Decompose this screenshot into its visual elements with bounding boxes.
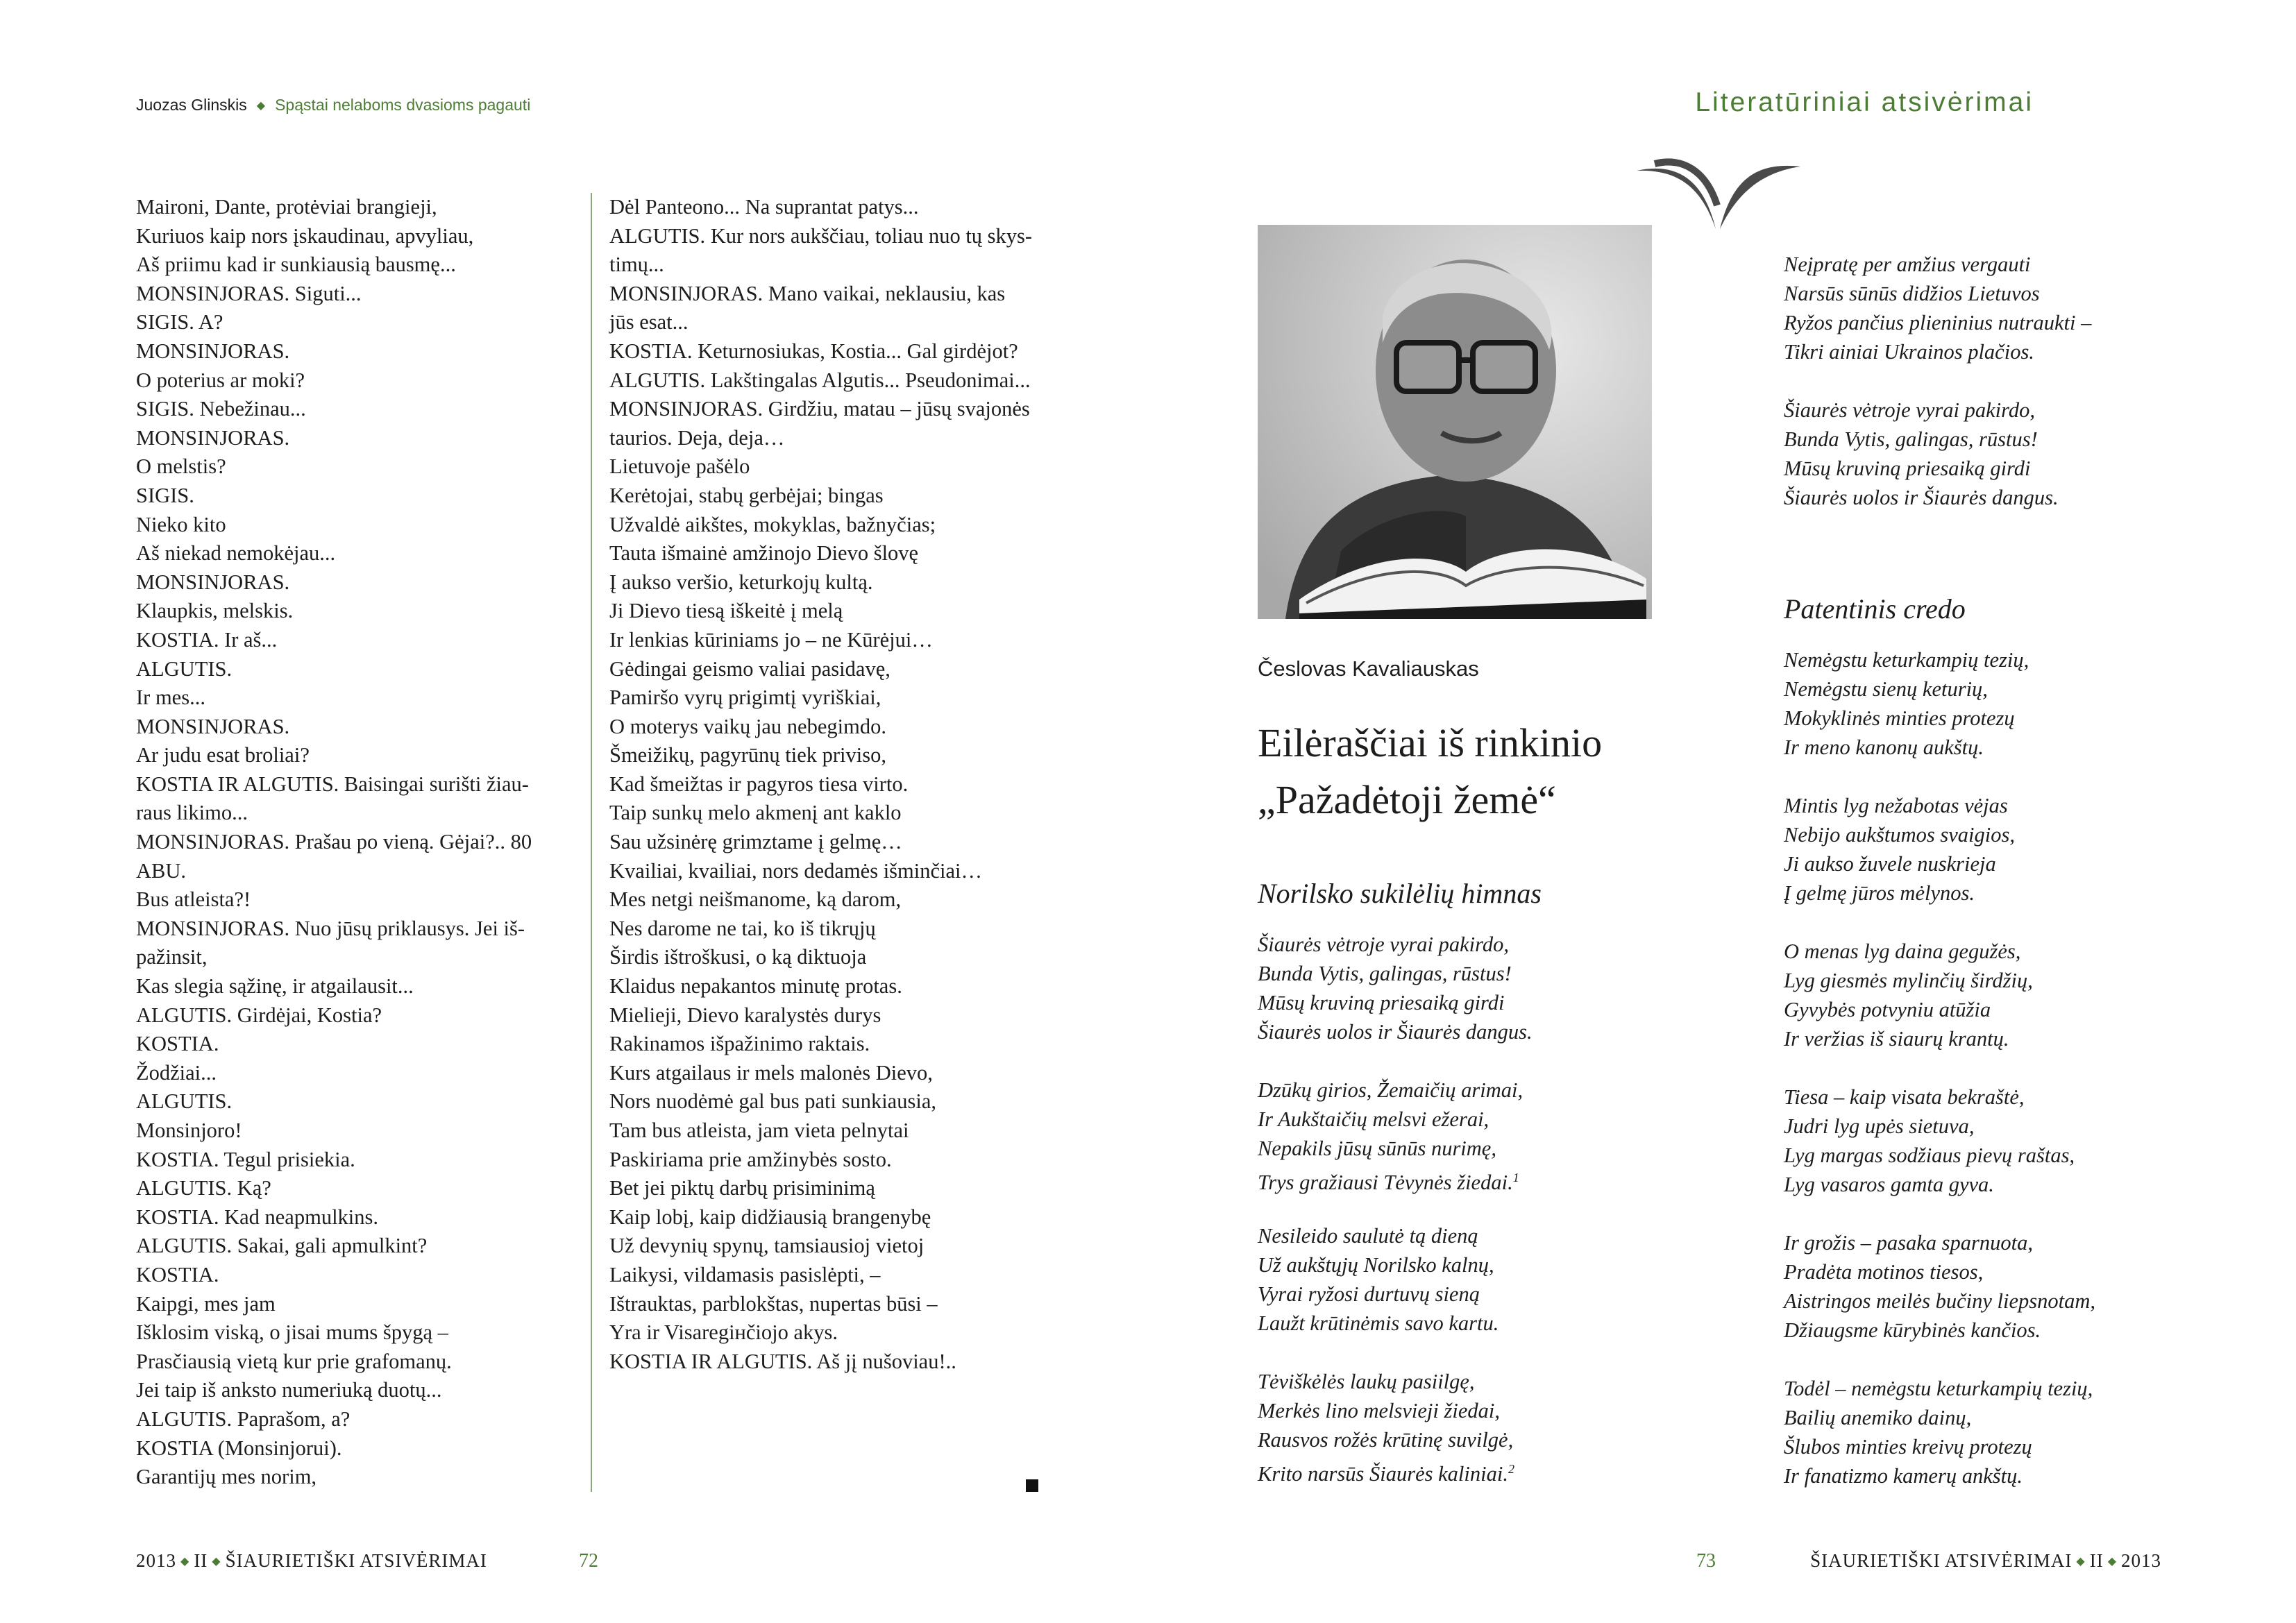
poem-line [1258, 959, 1542, 988]
text-line: Žodžiai... [136, 1060, 217, 1085]
diamond-separator-icon: ◆ [2076, 1556, 2086, 1567]
text-line: Aš niekad nemokėjau... [136, 541, 336, 566]
poem-line-text: Todėl – nemėgstu keturkampių tezių, [1784, 1377, 2093, 1400]
poem-line [1784, 250, 2091, 279]
text-line: Nieko kito [136, 512, 226, 536]
poem-line [1784, 1228, 2095, 1257]
text-line: Kaipgi, mes jam [136, 1291, 276, 1316]
text-line: KOSTIA. [136, 1262, 219, 1286]
text-line: Išklosim viską, o jisai mums špygą – [136, 1320, 448, 1345]
poem-line-text: Merkės lino melsvieji žiedai, [1258, 1399, 1500, 1422]
text-line: MONSINJORAS. [136, 425, 290, 450]
text-line: MONSINJORAS. Nuo jūsų priklausys. Jei iš- [136, 916, 525, 940]
stanza-gap [1784, 762, 2095, 791]
text-line: SIGIS. Nebežinau... [136, 397, 306, 421]
text-line: MONSINJORAS. [136, 570, 290, 594]
text-line: O melstis? [136, 454, 226, 479]
text-line: Kerėtojai, stabų gerbėjai; bingas [609, 483, 884, 507]
text-line: KOSTIA. Tegul prisiekia. [136, 1147, 355, 1171]
poem-title: Patentinis credo [1784, 593, 1966, 624]
text-line: Ir mes... [136, 686, 205, 710]
footer-journal: ŠIAURIETIŠKI ATSIVĖRIMAI [1810, 1550, 2073, 1571]
text-line: Mielieji, Dievo karalystės durys [609, 1003, 881, 1027]
poem-line [1784, 733, 2095, 762]
footer-year: 2013 [136, 1550, 176, 1571]
poem-line-text: Mintis lyg nežabotas vėjas [1784, 794, 2008, 817]
footer-issue: II [194, 1550, 208, 1571]
text-line: Yra ir Visaregінčiojo akys. [609, 1320, 838, 1345]
text-line: Gėdingai geismo valiai pasidavę, [609, 656, 890, 681]
poem-line-text: Neįpratę per amžius vergauti [1784, 253, 2031, 276]
poem-line-text: Trys gražiausi Tėvynės žiedai. [1258, 1171, 1513, 1195]
poem-line-text: Ji aukso žuvele nuskrieja [1784, 852, 1996, 876]
text-line: KOSTIA IR ALGUTIS. Aš jį nušoviau!.. [609, 1349, 956, 1373]
poem-line [1784, 308, 2091, 337]
text-line: ALGUTIS. [136, 1089, 233, 1114]
poem-line [1784, 483, 2091, 512]
poem-line [1784, 337, 2091, 366]
text-line: Kad šmeižtas ir pagyros tiesa virto. [609, 772, 909, 796]
text-line: Rakinamos išpažinimo raktais. [609, 1032, 870, 1056]
section-head: Literatūriniai atsivėrimai [1695, 87, 2034, 117]
poem-line-text: Šiaurės uolos ir Šiaurės dangus. [1784, 486, 2059, 509]
poem-line [1258, 1280, 1542, 1309]
poem-line [1258, 1454, 1542, 1484]
poem-line [1784, 1112, 2095, 1141]
text-line: Lietuvoje pašėlo [609, 454, 750, 479]
page-number-right: 73 [1696, 1550, 1716, 1572]
stanza-gap [1784, 908, 2095, 937]
poem-line [1784, 1257, 2095, 1286]
poem-line [1784, 396, 2091, 425]
running-head [136, 96, 530, 114]
poem-line-text: Nemėgstu keturkampių tezių, [1784, 648, 2029, 672]
poem-line [1784, 645, 2095, 674]
text-line: MONSINJORAS. [136, 339, 290, 363]
poem-line [1784, 1286, 2095, 1316]
text-line: Kuriuos kaip nors įskaudinau, apvyliau, [136, 223, 474, 248]
text-line: Maironi, Dante, protėviai brangieji, [136, 195, 437, 219]
poem-line-text: Laužt krūtinėmis savo kartu. [1258, 1311, 1499, 1335]
poem-line [1784, 454, 2091, 483]
text-line: Ar judu esat broliai? [136, 743, 310, 767]
poet-name: Česlovas Kavaliauskas [1258, 656, 1479, 681]
poem-line-text: Bailių anemiko dainų, [1784, 1406, 1972, 1429]
poem-line-text: Rausvos rožės krūtinę suvilgė, [1258, 1428, 1514, 1452]
stanza-gap [1784, 366, 2091, 396]
article-title [1258, 715, 1602, 829]
poem-line-text: Ir veržias iš siaurų krantų. [1784, 1027, 2009, 1051]
text-column-1 [136, 193, 566, 1492]
text-line: taurios. Deja, deja… [609, 425, 785, 450]
poem-line-text: Tiesa – kaip visata bekraštė, [1784, 1085, 2025, 1109]
poem-line-text: Mūsų kruviną priesaiką girdi [1784, 457, 2031, 480]
poem-norilsk-anthem-continued [1784, 250, 2091, 512]
text-line: ALGUTIS. Lakštingalas Algutis... Pseudonimai... [609, 368, 1031, 392]
poem-line-text: Vyrai ryžosi durtuvų sieną [1258, 1282, 1480, 1306]
text-line: Ištrauktas, parblokštas, nupertas būsi – [609, 1291, 938, 1316]
text-line: ALGUTIS. Ką? [136, 1176, 271, 1200]
footnote-mark: 2 [1508, 1462, 1514, 1476]
text-line: KOSTIA IR ALGUTIS. Baisingai surišti žiau- [136, 772, 529, 796]
text-line: MONSINJORAS. Mano vaikai, neklausiu, kas [609, 281, 1006, 305]
poem-line [1784, 1141, 2095, 1170]
poem-line-text: Krito narsūs Šiaurės kaliniai. [1258, 1462, 1508, 1486]
poem-line [1784, 820, 2095, 849]
footer-journal: ŠIAURIETIŠKI ATSIVĖRIMAI [225, 1550, 487, 1571]
poem-line-text: Nemėgstu sienų keturių, [1784, 677, 1988, 701]
poem-line-text: Šiaurės vėtroje vyrai pakirdo, [1784, 398, 2035, 422]
poem-line-text: Šiaurės vėtroje vyrai pakirdo, [1258, 933, 1509, 956]
text-line: Kaip lobį, kaip didžiausią brangenybę [609, 1205, 931, 1229]
diamond-separator-icon: ◆ [256, 100, 266, 112]
text-line: ABU. [136, 858, 187, 883]
text-line: Laikysi, vildamasis pasislėpti, – [609, 1262, 881, 1286]
text-line: KOSTIA (Monsinjorui). [136, 1436, 342, 1460]
poem-line-text: Dzūkų girios, Žemaičių arimai, [1258, 1078, 1523, 1102]
poem-line [1258, 988, 1542, 1017]
poem-line-text: Lyg giesmės mylinčių širdžių, [1784, 969, 2033, 992]
poem-line-text: O menas lyg daina gegužės, [1784, 940, 2021, 963]
text-line: Bus atleista?! [136, 887, 251, 912]
poem-line-text: Ir Aukštaičių melsvi ežerai, [1258, 1107, 1489, 1131]
text-line: MONSINJORAS. Prašau po vieną. Gėjai?.. 80 [136, 830, 532, 854]
poem-norilsk-anthem [1258, 877, 1542, 1484]
text-line: Pamiršo vyrų prigimtį vyriškiai, [609, 686, 881, 710]
poem-line [1784, 674, 2095, 704]
poem-line [1784, 1082, 2095, 1112]
end-of-text-square-icon [1026, 1479, 1038, 1492]
poem-line [1784, 995, 2095, 1024]
ornament-swirl-icon [1634, 157, 1803, 233]
text-line: Nes darome ne tai, ko iš tikrųjų [609, 916, 876, 940]
poem-line [1784, 1461, 2095, 1490]
poem-line [1784, 1403, 2095, 1432]
text-line: ALGUTIS. Kur nors aukščiau, toliau nuo tų skys- [609, 223, 1033, 248]
text-line: Jei taip iš anksto numeriuką duotų... [136, 1378, 442, 1402]
text-line: Taip sunkų melo akmenį ant kaklo [609, 801, 902, 825]
text-line: Kvailiai, kvailiai, nors dedamės išminčiai… [609, 858, 983, 883]
poem-line [1784, 1374, 2095, 1403]
text-line: ALGUTIS. Sakai, gali apmulkint? [136, 1234, 428, 1258]
poem-line-text: Tėviškėlės laukų pasiilgę, [1258, 1370, 1475, 1393]
page-number-left: 72 [579, 1550, 598, 1572]
poem-line-text: Bunda Vytis, galingas, rūstus! [1784, 427, 2038, 451]
poem-line-text: Lyg vasaros gamta gyva. [1784, 1173, 1994, 1196]
poem-line-text: Nepakils jūsų sūnūs nurimę, [1258, 1137, 1496, 1160]
poem-line-text: Ryžos pančius plieninius nutraukti – [1784, 311, 2092, 334]
diamond-separator-icon: ◆ [2107, 1556, 2117, 1567]
text-line: O moterys vaikų jau nebegimdo. [609, 714, 886, 738]
text-line: Kurs atgailaus ir mels malonės Dievo, [609, 1060, 933, 1085]
left-footer [136, 1550, 487, 1572]
poem-line-text: Lyg margas sodžiaus pievų raštas, [1784, 1144, 2075, 1167]
poem-line-text: Už aukštųjų Norilsko kalnų, [1258, 1253, 1494, 1277]
stanza-gap [1784, 1345, 2095, 1374]
diamond-separator-icon: ◆ [212, 1556, 221, 1567]
poem-line [1784, 878, 2095, 908]
text-line: ALGUTIS. [136, 656, 233, 681]
poem-line-text: Judri lyg upės sietuva, [1784, 1114, 1975, 1138]
text-line: SIGIS. [136, 483, 194, 507]
poem-line-text: Aistringos meilės bučiny liepsnotam, [1784, 1289, 2095, 1313]
poem-line [1258, 930, 1542, 959]
poem-line [1258, 1163, 1542, 1195]
text-line: MONSINJORAS. Siguti... [136, 281, 362, 305]
poem-line-text: Džiaugsme kūrybinės kančios. [1784, 1318, 2041, 1342]
poem-line [1258, 1076, 1542, 1105]
stanza-gap [1784, 1199, 2095, 1228]
text-line: Monsinjoro! [136, 1119, 242, 1142]
poem-line-text: Nebijo aukštumos svaigios, [1784, 823, 2015, 847]
text-line: KOSTIA. [136, 1032, 219, 1056]
poem-line [1258, 1105, 1542, 1134]
text-line: Už devynių spynų, tamsiausioj vietoj [609, 1234, 925, 1258]
stanza-gap [1784, 1053, 2095, 1082]
stanza-gap [1258, 1192, 1542, 1221]
text-line: timų... [609, 253, 664, 277]
poem-line-text: Į gelmę jūros mėlynos. [1784, 881, 1975, 905]
text-line: Mes netgi neišmanome, ką darom, [609, 887, 902, 912]
stanza-gap [1258, 1046, 1542, 1076]
text-line: MONSINJORAS. Girdžiu, matau – jūsų svajonės [609, 397, 1030, 421]
poem-line-text: Bunda Vytis, galingas, rūstus! [1258, 962, 1512, 985]
poem-line [1784, 849, 2095, 878]
text-line: KOSTIA. Kad neapmulkins. [136, 1205, 379, 1229]
poem-line [1784, 1170, 2095, 1199]
poem-line-text: Gyvybės potvyniu atūžia [1784, 998, 1991, 1021]
poem-line [1784, 966, 2095, 995]
footer-issue: II [2089, 1550, 2104, 1571]
poem-line-text: Pradėta motinos tiesos, [1784, 1260, 1984, 1284]
poem-title: Norilsko sukilėlių himnas [1258, 878, 1542, 909]
column-divider [591, 193, 592, 1492]
text-line: Klaidus nepakantos minutę protas. [609, 974, 902, 999]
poet-photo [1258, 225, 1652, 619]
poem-line [1784, 279, 2091, 308]
text-line: Ji Dievo tiesą iškeitė į melą [609, 599, 843, 623]
poem-line-text: Narsūs sūnūs didžios Lietuvos [1784, 282, 2040, 305]
text-line: Garantijų mes norim, [136, 1465, 317, 1489]
text-line: Nors nuodėmė gal bus pati sunkiausia, [609, 1089, 936, 1114]
text-line: Ir lenkias kūriniams jo – ne Kūrėjui… [609, 627, 933, 652]
poem-line [1784, 791, 2095, 820]
right-footer [1810, 1550, 2161, 1572]
poem-line [1784, 1432, 2095, 1461]
text-line: Tam bus atleista, jam vieta pelnytai [609, 1119, 909, 1142]
text-line: KOSTIA. Keturnosiukas, Kostia... Gal girdėjot? [609, 339, 1018, 363]
diamond-separator-icon: ◆ [180, 1556, 190, 1567]
poem-line [1258, 1017, 1542, 1046]
poem-line [1258, 1367, 1542, 1396]
poem-line-text: Ir fanatizmo kamerų ankštų. [1784, 1464, 2023, 1488]
article-title-line: Eilėraščiai iš rinkinio [1258, 720, 1603, 765]
text-line: Dėl Panteono... Na suprantat patys... [609, 195, 919, 219]
text-line: MONSINJORAS. [136, 714, 290, 738]
poem-line-text: Šlubos minties kreivų protezų [1784, 1435, 2032, 1459]
article-title-line: „Pažadėtoji žemė“ [1258, 777, 1556, 822]
text-line: ALGUTIS. Girdėjai, Kostia? [136, 1003, 382, 1027]
text-line: Kas slegia sąžinę, ir atgailausit... [136, 974, 414, 999]
poem-line [1784, 1316, 2095, 1345]
poem-line-text: Mokyklinės minties protezų [1784, 706, 2015, 730]
poem-line [1784, 1024, 2095, 1053]
poem-line-text: Mūsų kruviną priesaiką girdi [1258, 991, 1505, 1014]
poem-line [1258, 1425, 1542, 1454]
text-line: Tauta išmainė amžinojo Dievo šlovę [609, 541, 919, 566]
poem-line [1784, 937, 2095, 966]
text-line: Klaupkis, melskis. [136, 599, 294, 623]
text-line: Aš priimu kad ir sunkiausią bausmę... [136, 253, 456, 277]
poem-line-text: Ir grožis – pasaka sparnuota, [1784, 1231, 2033, 1255]
text-line: Sau užsinėrę grimztame į gelmę… [609, 830, 902, 854]
text-line: pažinsit, [136, 945, 208, 969]
text-line: Paskiriama prie amžinybės sosto. [609, 1147, 892, 1171]
poem-line [1258, 1134, 1542, 1163]
poem-line-text: Šiaurės uolos ir Šiaurės dangus. [1258, 1020, 1533, 1044]
text-line: raus likimo... [136, 801, 248, 825]
text-line: Širdis ištroškusi, o ką diktuoja [609, 945, 867, 969]
text-line: Užvaldė aikštes, mokyklas, bažnyčias; [609, 512, 936, 536]
footer-year: 2013 [2121, 1550, 2161, 1571]
text-line: O poterius ar moki? [136, 368, 305, 392]
poem-line-text: Tikri ainiai Ukrainos plačios. [1784, 340, 2034, 364]
poem-line [1784, 425, 2091, 454]
stanza-gap [1258, 1338, 1542, 1367]
poem-line [1784, 704, 2095, 733]
footnote-mark: 1 [1512, 1171, 1519, 1184]
running-head-author: Juozas Glinskis [136, 96, 247, 114]
text-line: jūs esat... [609, 310, 689, 334]
poem-patentinis-credo [1784, 593, 2095, 1490]
poem-line [1258, 1250, 1542, 1280]
text-column-2 [609, 193, 1054, 1376]
text-line: Į aukso veršio, keturkojų kultą. [609, 570, 873, 594]
text-line: KOSTIA. Ir aš... [136, 627, 278, 652]
text-line: SIGIS. A? [136, 310, 223, 334]
poem-line [1258, 1396, 1542, 1425]
poem-line [1258, 1309, 1542, 1338]
poem-line [1258, 1221, 1542, 1250]
text-line: ALGUTIS. Paprašom, a? [136, 1407, 351, 1431]
text-line: Prasčiausią vietą kur prie grafomanų. [136, 1349, 452, 1373]
text-line: Bet jei piktų darbų prisiminimą [609, 1176, 875, 1200]
poem-line-text: Nesileido saulutė tą dieną [1258, 1224, 1478, 1248]
running-head-title: Spąstai nelaboms dvasioms pagauti [275, 96, 531, 114]
poem-line-text: Ir meno kanonų aukštų. [1784, 736, 1984, 759]
text-line: Šmeižikų, pagyrūnų tiek priviso, [609, 743, 886, 767]
